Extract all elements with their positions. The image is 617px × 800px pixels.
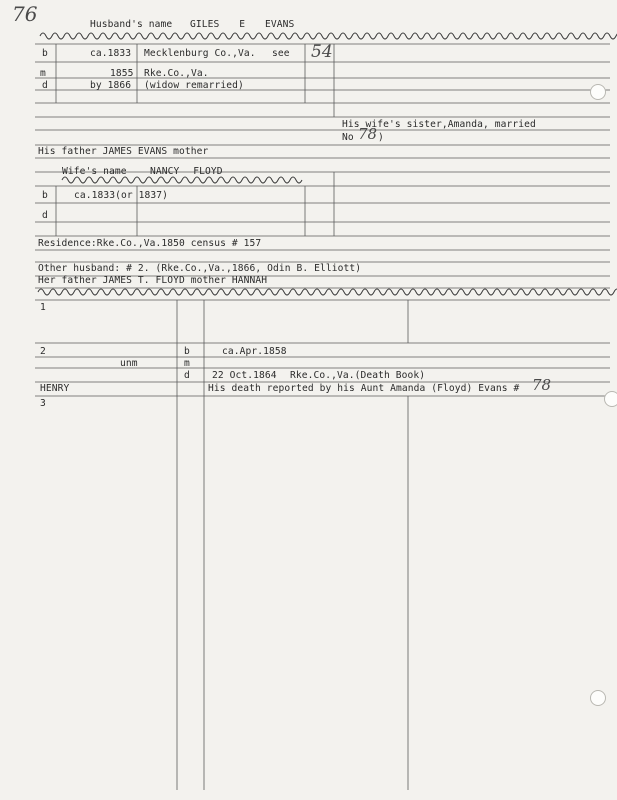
binder-hole: [590, 84, 606, 100]
wife-birth-label: b: [42, 190, 48, 201]
husband-label: Husband's name: [90, 19, 173, 30]
husband-marriage-label: m: [40, 68, 46, 79]
child-birth-label: b: [184, 346, 190, 357]
husband-death-label: d: [42, 80, 48, 91]
wife-label: Wife's name: [62, 166, 127, 177]
husband-birth-ref: 54: [311, 42, 333, 62]
child-birth-date: ca.Apr.1858: [222, 346, 287, 357]
child-death-label: d: [184, 370, 190, 381]
child-death-ref: 78: [532, 376, 552, 394]
husband-birth-place: Mecklenburg Co.,Va.: [144, 48, 256, 59]
husband-death-place: (widow remarried): [144, 80, 244, 91]
his-father: His father JAMES EVANS mother: [38, 146, 209, 157]
husband-death-date: by 1866: [90, 80, 132, 91]
wife-death-label: d: [42, 210, 48, 221]
child-death-date: 22 Oct.1864: [212, 370, 277, 381]
page-number: 76: [12, 2, 38, 26]
husband-birth-label: b: [42, 48, 48, 59]
child-number: 3: [40, 398, 46, 409]
child-death-place: Rke.Co.,Va.(Death Book): [290, 370, 426, 381]
note-wife-sister: His wife's sister,Amanda, married: [342, 119, 536, 130]
wife-birth-date: ca.1833(or 1837): [74, 190, 169, 201]
residence: Residence:Rke.Co.,Va.1850 census # 157: [38, 238, 262, 249]
child-death-note: His death reported by his Aunt Amanda (Floyd) Evans #: [208, 383, 520, 394]
child-number: 1: [40, 302, 46, 313]
husband-birth-date: ca.1833: [90, 48, 132, 59]
husband-birth-see: see: [272, 48, 290, 59]
child-number: 2: [40, 346, 46, 357]
wife-name: NANCY FLOYD: [150, 166, 223, 177]
child-name: HENRY: [40, 383, 70, 394]
husband-name: GILES E EVANS: [190, 19, 295, 30]
child-status: unm: [120, 358, 138, 369]
binder-hole: [604, 391, 617, 407]
binder-hole: [590, 690, 606, 706]
her-father: Her father JAMES T. FLOYD mother HANNAH: [38, 275, 268, 286]
husband-marriage-date: 1855: [110, 68, 134, 79]
note-no-ref: 78: [358, 125, 378, 143]
child-marriage-label: m: [184, 358, 190, 369]
note-no-label: No: [342, 132, 354, 143]
husband-marriage-place: Rke.Co.,Va.: [144, 68, 209, 79]
other-husband: Other husband: # 2. (Rke.Co.,Va.,1866, Odin B. Elliott): [38, 263, 362, 274]
note-no-close: ): [378, 132, 384, 143]
